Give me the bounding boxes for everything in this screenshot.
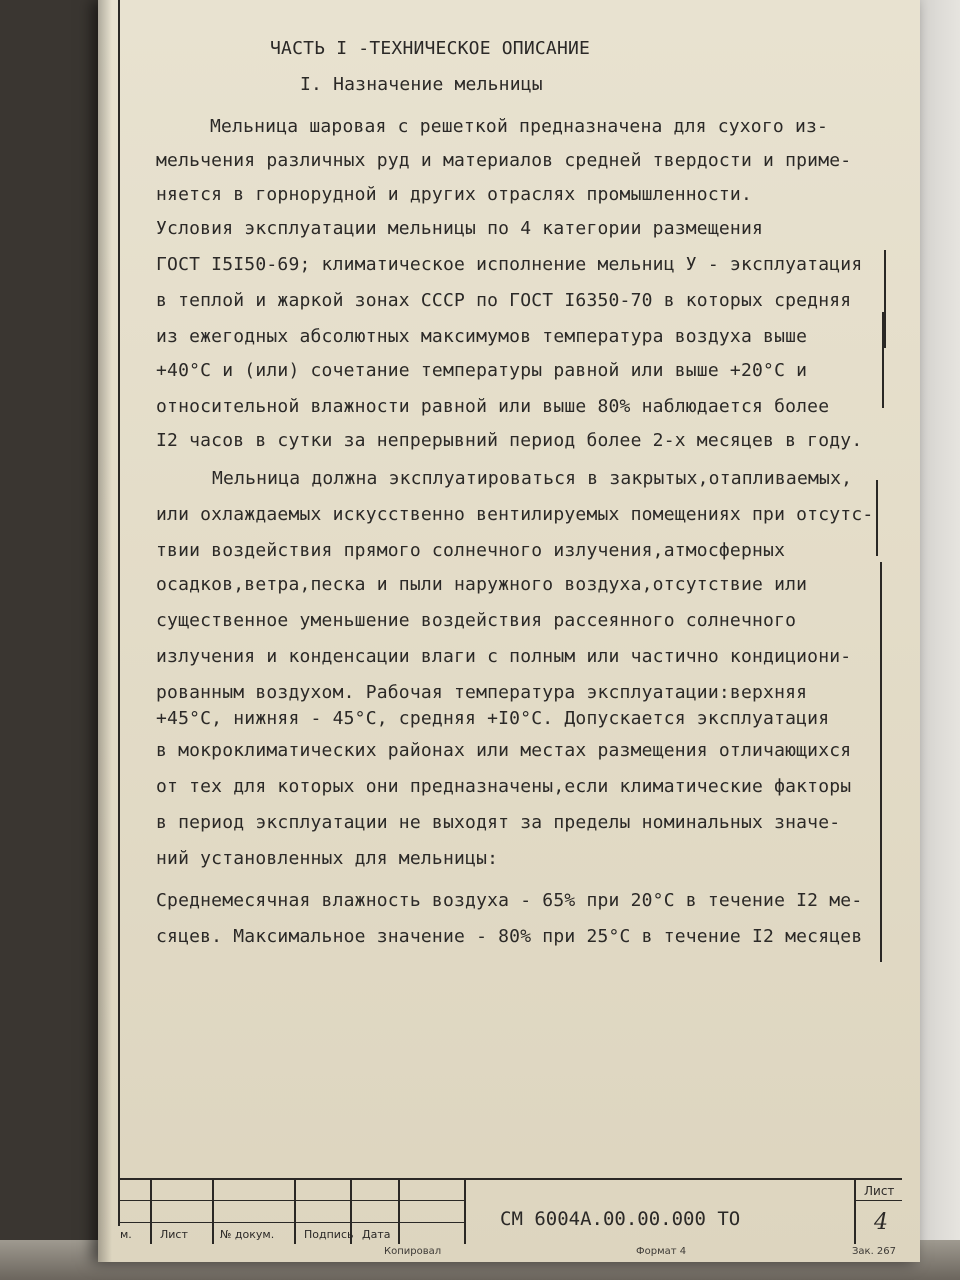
text-line: твии воздействия прямого солнечного излучения,атмосферных (156, 540, 786, 561)
col-izm-label: м. (120, 1228, 132, 1241)
text-line: ний установленных для мельницы: (156, 848, 499, 869)
text-line: рованным воздухом. Рабочая температура эксплуатации:верхняя (156, 682, 808, 703)
text-line: сяцев. Максимальное значение - 80% при 25°С в течение I2 месяцев (156, 926, 863, 947)
col-doc-label: № докум. (220, 1228, 275, 1241)
part-heading: ЧАСТЬ I -ТЕХНИЧЕСКОЕ ОПИСАНИЕ (270, 38, 591, 59)
text-line: или охлаждаемых искусственно вентилируемых помещениях при отсутс- (156, 504, 874, 525)
text-line: относительной влажности равной или выше 80% наблюдается более (156, 396, 830, 417)
text-line: мельчения различных руд и материалов средней твердости и приме- (156, 150, 852, 171)
text-line: осадков,ветра,песка и пыли наружного воздуха,отсутствие или (156, 574, 808, 595)
text-line: существенное уменьшение воздействия рассеянного солнечного (156, 610, 797, 631)
text-line: в мокроклиматических районах или местах размещения отличающихся (156, 740, 852, 761)
text-line: Мельница должна эксплуатироваться в закрытых,отапливаемых, (212, 468, 853, 489)
text-line: Среднемесячная влажность воздуха - 65% при 20°С в течение I2 ме- (156, 890, 863, 911)
text-line: няется в горнорудной и других отраслях промышленности. (156, 184, 752, 205)
text-line: излучения и конденсации влаги с полным или частично кондициони- (156, 646, 852, 667)
text-line: +45°С, нижняя - 45°С, средняя +I0°С. Допускается эксплуатация (156, 708, 830, 729)
text-line: из ежегодных абсолютных максимумов температура воздуха выше (156, 326, 808, 347)
col-sign-label: Подпись (304, 1228, 354, 1241)
text-line: Мельница шаровая с решеткой предназначена для сухого из- (210, 116, 829, 137)
text-line: в период эксплуатации не выходят за пределы номинальных значе- (156, 812, 841, 833)
text-line: Условия эксплуатации мельницы по 4 категории размещения (156, 218, 764, 239)
text-line: ГОСТ I5I50-69; климатическое исполнение мельниц У - эксплуатация (156, 254, 863, 275)
text-line: +40°С и (или) сочетание температуры равной или выше +20°С и (156, 360, 808, 381)
footer-order: Зак. 267 (852, 1246, 897, 1257)
sheet-number: 4 (874, 1210, 888, 1235)
section-title: I. Назначение мельницы (300, 74, 543, 95)
col-list-label: Лист (160, 1228, 188, 1241)
footer-copied: Копировал (384, 1246, 442, 1257)
sheet-label: Лист (864, 1184, 895, 1198)
text-line: от тех для которых они предназначены,если климатические факторы (156, 776, 852, 797)
col-date-label: Дата (362, 1228, 391, 1241)
document-code: СМ 6004А.00.00.000 ТО (500, 1208, 741, 1230)
text-line: I2 часов в сутки за непрерывний период более 2-х месяцев в году. (156, 430, 863, 451)
title-block (118, 1178, 902, 1244)
footer-format: Формат 4 (636, 1246, 687, 1257)
text-line: в теплой и жаркой зонах СССР по ГОСТ I6350-70 в которых средняя (156, 290, 852, 311)
